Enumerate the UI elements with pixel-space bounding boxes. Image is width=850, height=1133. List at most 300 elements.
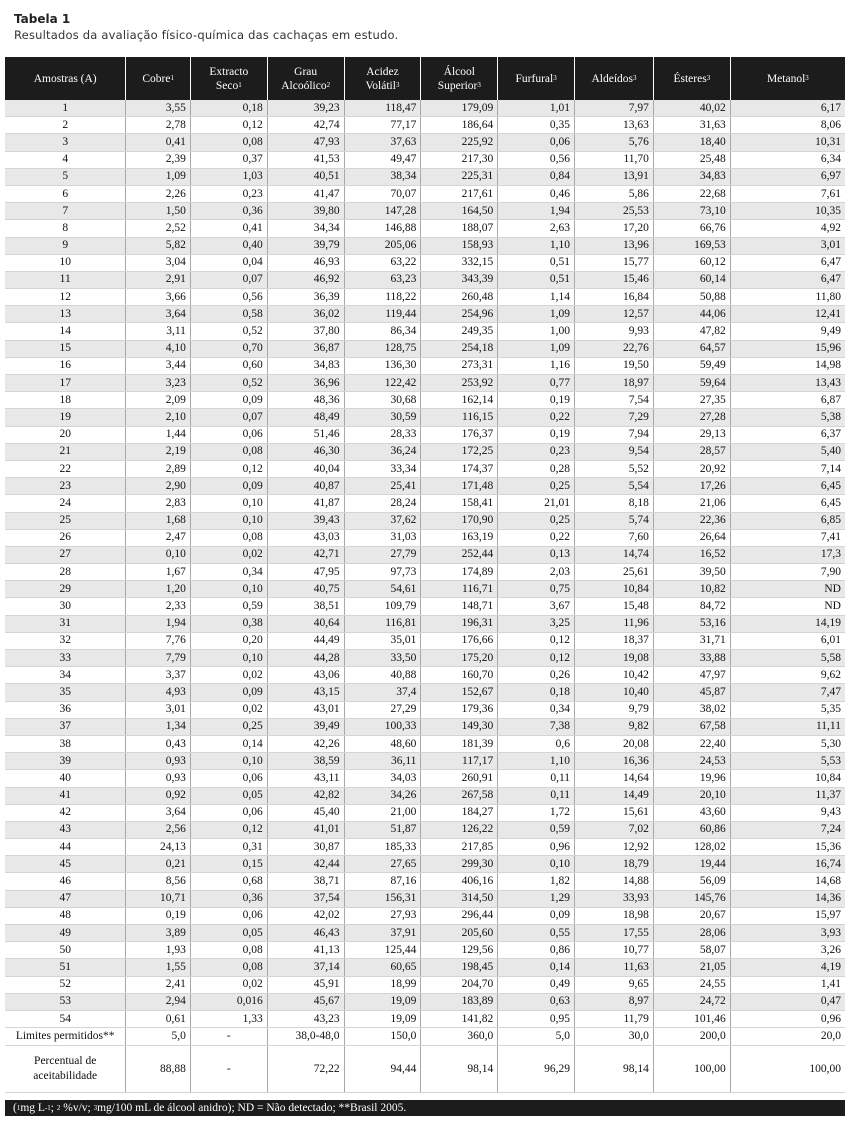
header-label: Metanol — [766, 72, 806, 85]
value-cell: 15,96 — [730, 340, 845, 357]
value-cell: 5,86 — [575, 185, 654, 202]
value-cell: 0,51 — [498, 271, 575, 288]
value-cell: 1,01 — [498, 100, 575, 117]
value-cell: 0,95 — [498, 1010, 575, 1027]
sample-id-cell: 8 — [5, 220, 126, 237]
value-cell: 1,00 — [498, 323, 575, 340]
value-cell: 0,09 — [190, 684, 267, 701]
table-row — [5, 581, 845, 598]
value-cell: 10,77 — [575, 942, 654, 959]
value-cell: 9,82 — [575, 718, 654, 735]
table-row — [5, 375, 845, 392]
value-cell: 86,34 — [344, 323, 421, 340]
value-cell: 3,11 — [126, 323, 191, 340]
value-cell: 35,01 — [344, 632, 421, 649]
value-cell: 50,88 — [653, 289, 730, 306]
value-cell: 11,79 — [575, 1010, 654, 1027]
sample-id-cell: 48 — [5, 907, 126, 924]
value-cell: 314,50 — [421, 890, 498, 907]
value-cell: 37,63 — [344, 134, 421, 151]
value-cell: 0,40 — [190, 237, 267, 254]
value-cell: 67,58 — [653, 718, 730, 735]
value-cell: 43,23 — [267, 1010, 344, 1027]
value-cell: 217,30 — [421, 151, 498, 168]
value-cell: 38,59 — [267, 753, 344, 770]
value-cell: 10,35 — [730, 203, 845, 220]
value-cell: 97,73 — [344, 564, 421, 581]
value-cell: 0,86 — [498, 942, 575, 959]
value-cell: 51,46 — [267, 426, 344, 443]
value-cell: 59,49 — [653, 357, 730, 374]
value-cell: 119,44 — [344, 306, 421, 323]
value-cell: 8,97 — [575, 993, 654, 1010]
value-cell: 0,10 — [126, 546, 191, 563]
value-cell: 48,49 — [267, 409, 344, 426]
header-unit-marker: 3 — [395, 80, 400, 89]
sample-id-cell: 16 — [5, 357, 126, 374]
value-cell: 152,67 — [421, 684, 498, 701]
acceptability-value: 100,00 — [730, 1046, 845, 1093]
value-cell: 12,41 — [730, 306, 845, 323]
value-cell: 0,12 — [498, 632, 575, 649]
value-cell: 16,52 — [653, 546, 730, 563]
value-cell: 0,92 — [126, 787, 191, 804]
value-cell: 25,48 — [653, 151, 730, 168]
value-cell: 22,40 — [653, 735, 730, 752]
sample-id-cell: 9 — [5, 237, 126, 254]
value-cell: 1,16 — [498, 357, 575, 374]
value-cell: 12,57 — [575, 306, 654, 323]
table-row — [5, 632, 845, 649]
value-cell: 3,01 — [126, 701, 191, 718]
value-cell: 73,10 — [653, 203, 730, 220]
value-cell: 27,29 — [344, 701, 421, 718]
value-cell: 0,10 — [190, 581, 267, 598]
value-cell: 0,51 — [498, 254, 575, 271]
value-cell: 225,31 — [421, 168, 498, 185]
value-cell: 44,06 — [653, 306, 730, 323]
value-cell: 6,37 — [730, 426, 845, 443]
value-cell: 3,25 — [498, 615, 575, 632]
table-row — [5, 271, 845, 288]
table-row — [5, 564, 845, 581]
sample-id-cell: 11 — [5, 271, 126, 288]
table-row — [5, 1010, 845, 1027]
header-unit-marker: 3 — [633, 73, 637, 82]
value-cell: 0,55 — [498, 925, 575, 942]
header-row — [5, 57, 845, 100]
value-cell: 273,31 — [421, 357, 498, 374]
value-cell: 117,17 — [421, 753, 498, 770]
value-cell: 0,06 — [190, 804, 267, 821]
value-cell: 0,75 — [498, 581, 575, 598]
value-cell: 2,10 — [126, 409, 191, 426]
limit-value: 5,0 — [498, 1028, 575, 1046]
value-cell: 0,04 — [190, 254, 267, 271]
value-cell: 0,47 — [730, 993, 845, 1010]
sample-id-cell: 19 — [5, 409, 126, 426]
value-cell: 0,02 — [190, 701, 267, 718]
value-cell: 0,06 — [190, 907, 267, 924]
value-cell: 147,28 — [344, 203, 421, 220]
table-row — [5, 168, 845, 185]
value-cell: 0,19 — [498, 392, 575, 409]
value-cell: 0,18 — [190, 100, 267, 117]
value-cell: 13,63 — [575, 117, 654, 134]
value-cell: 4,10 — [126, 340, 191, 357]
value-cell: 3,55 — [126, 100, 191, 117]
table-row — [5, 787, 845, 804]
value-cell: 15,77 — [575, 254, 654, 271]
value-cell: 28,06 — [653, 925, 730, 942]
value-cell: 41,87 — [267, 495, 344, 512]
value-cell: 10,40 — [575, 684, 654, 701]
value-cell: 58,07 — [653, 942, 730, 959]
value-cell: 24,53 — [653, 753, 730, 770]
sample-id-cell: 42 — [5, 804, 126, 821]
acceptability-label — [5, 1046, 126, 1093]
header-label: Ésteres — [673, 72, 707, 85]
value-cell: 18,97 — [575, 375, 654, 392]
value-cell: 158,41 — [421, 495, 498, 512]
value-cell: 2,56 — [126, 821, 191, 838]
table-row — [5, 254, 845, 271]
value-cell: 9,65 — [575, 976, 654, 993]
value-cell: 1,10 — [498, 753, 575, 770]
value-cell: 47,95 — [267, 564, 344, 581]
value-cell: 149,30 — [421, 718, 498, 735]
value-cell: 45,40 — [267, 804, 344, 821]
acceptability-label-line1: Percentual de — [34, 1055, 97, 1068]
value-cell: 254,18 — [421, 340, 498, 357]
sample-id-cell: 20 — [5, 426, 126, 443]
header-label: Cobre — [142, 72, 171, 85]
value-cell: 18,98 — [575, 907, 654, 924]
value-cell: 40,88 — [344, 667, 421, 684]
value-cell: 122,42 — [344, 375, 421, 392]
value-cell: 9,54 — [575, 443, 654, 460]
value-cell: 0,19 — [498, 426, 575, 443]
value-cell: 176,66 — [421, 632, 498, 649]
value-cell: 36,11 — [344, 753, 421, 770]
value-cell: 0,60 — [190, 357, 267, 374]
value-cell: 60,12 — [653, 254, 730, 271]
value-cell: 41,13 — [267, 942, 344, 959]
value-cell: 0,10 — [190, 512, 267, 529]
value-cell: 0,28 — [498, 460, 575, 477]
value-cell: 0,02 — [190, 976, 267, 993]
sample-id-cell: 54 — [5, 1010, 126, 1027]
sample-id-cell: 10 — [5, 254, 126, 271]
sample-id-cell: 6 — [5, 185, 126, 202]
value-cell: 9,93 — [575, 323, 654, 340]
value-cell: 186,64 — [421, 117, 498, 134]
value-cell: 59,64 — [653, 375, 730, 392]
value-cell: 141,82 — [421, 1010, 498, 1027]
value-cell: 84,72 — [653, 598, 730, 615]
table-body — [5, 100, 845, 1093]
value-cell: 0,08 — [190, 529, 267, 546]
value-cell: 0,09 — [498, 907, 575, 924]
footnote-sup-1: 1 — [16, 1104, 21, 1112]
table-footnote — [5, 1100, 845, 1116]
sample-id-cell: 34 — [5, 667, 126, 684]
value-cell: 0,6 — [498, 735, 575, 752]
value-cell: 2,26 — [126, 185, 191, 202]
header-cell — [344, 57, 421, 100]
value-cell: 14,64 — [575, 770, 654, 787]
table-row — [5, 839, 845, 856]
value-cell: 0,08 — [190, 942, 267, 959]
table-row — [5, 942, 845, 959]
value-cell: 5,52 — [575, 460, 654, 477]
sample-id-cell: 41 — [5, 787, 126, 804]
header-unit-marker: 3 — [805, 73, 809, 82]
value-cell: 17,20 — [575, 220, 654, 237]
value-cell: 5,40 — [730, 443, 845, 460]
value-cell: 3,89 — [126, 925, 191, 942]
sample-id-cell: 43 — [5, 821, 126, 838]
value-cell: 42,71 — [267, 546, 344, 563]
limit-value: 30,0 — [575, 1028, 654, 1046]
header-unit-marker: 3 — [553, 73, 557, 82]
value-cell: 9,62 — [730, 667, 845, 684]
value-cell: 30,87 — [267, 839, 344, 856]
value-cell: 3,23 — [126, 375, 191, 392]
header-cell — [498, 57, 575, 100]
value-cell: 6,47 — [730, 271, 845, 288]
table-row — [5, 907, 845, 924]
value-cell: 2,09 — [126, 392, 191, 409]
value-cell: 101,46 — [653, 1010, 730, 1027]
value-cell: 7,61 — [730, 185, 845, 202]
value-cell: 20,92 — [653, 460, 730, 477]
value-cell: 0,13 — [498, 546, 575, 563]
value-cell: 1,94 — [498, 203, 575, 220]
header-unit-marker: 3 — [706, 73, 711, 82]
sample-id-cell: 26 — [5, 529, 126, 546]
value-cell: 42,44 — [267, 856, 344, 873]
value-cell: 47,82 — [653, 323, 730, 340]
value-cell: 170,90 — [421, 512, 498, 529]
value-cell: 21,05 — [653, 959, 730, 976]
value-cell: 171,48 — [421, 478, 498, 495]
table-row — [5, 220, 845, 237]
value-cell: 20,08 — [575, 735, 654, 752]
value-cell: 11,63 — [575, 959, 654, 976]
value-cell: 39,80 — [267, 203, 344, 220]
table-row — [5, 701, 845, 718]
value-cell: 1,09 — [498, 306, 575, 323]
value-cell: 2,41 — [126, 976, 191, 993]
value-cell: 1,67 — [126, 564, 191, 581]
value-cell: 196,31 — [421, 615, 498, 632]
value-cell: 0,06 — [190, 426, 267, 443]
value-cell: 60,65 — [344, 959, 421, 976]
value-cell: 3,01 — [730, 237, 845, 254]
value-cell: 54,61 — [344, 581, 421, 598]
value-cell: 1,94 — [126, 615, 191, 632]
value-cell: 13,96 — [575, 237, 654, 254]
value-cell: 39,79 — [267, 237, 344, 254]
value-cell: 2,83 — [126, 495, 191, 512]
value-cell: 87,16 — [344, 873, 421, 890]
table-row — [5, 478, 845, 495]
value-cell: 27,65 — [344, 856, 421, 873]
value-cell: 0,41 — [190, 220, 267, 237]
table-row — [5, 667, 845, 684]
value-cell: 6,01 — [730, 632, 845, 649]
footnote-part-2: ; — [50, 1102, 57, 1114]
table-row — [5, 993, 845, 1010]
value-cell: 7,29 — [575, 409, 654, 426]
value-cell: 116,71 — [421, 581, 498, 598]
value-cell: 77,17 — [344, 117, 421, 134]
value-cell: 1,34 — [126, 718, 191, 735]
value-cell: 4,92 — [730, 220, 845, 237]
value-cell: 0,20 — [190, 632, 267, 649]
value-cell: 28,57 — [653, 443, 730, 460]
limit-value: 360,0 — [421, 1028, 498, 1046]
value-cell: 3,64 — [126, 306, 191, 323]
value-cell: 0,02 — [190, 667, 267, 684]
value-cell: 158,93 — [421, 237, 498, 254]
value-cell: 125,44 — [344, 942, 421, 959]
value-cell: 0,21 — [126, 856, 191, 873]
value-cell: 7,79 — [126, 650, 191, 667]
value-cell: 10,82 — [653, 581, 730, 598]
value-cell: 1,68 — [126, 512, 191, 529]
value-cell: 0,93 — [126, 770, 191, 787]
value-cell: 1,03 — [190, 168, 267, 185]
table-row — [5, 495, 845, 512]
value-cell: 48,60 — [344, 735, 421, 752]
value-cell: 14,98 — [730, 357, 845, 374]
value-cell: 3,66 — [126, 289, 191, 306]
value-cell: 34,83 — [267, 357, 344, 374]
value-cell: 5,58 — [730, 650, 845, 667]
table-title: Tabela 1 — [14, 12, 71, 26]
value-cell: 0,63 — [498, 993, 575, 1010]
value-cell: 0,38 — [190, 615, 267, 632]
table-row — [5, 529, 845, 546]
value-cell: ND — [730, 598, 845, 615]
value-cell: 179,09 — [421, 100, 498, 117]
value-cell: 33,50 — [344, 650, 421, 667]
value-cell: 0,10 — [498, 856, 575, 873]
value-cell: 31,71 — [653, 632, 730, 649]
table-row — [5, 185, 845, 202]
value-cell: 0,61 — [126, 1010, 191, 1027]
sample-id-cell: 45 — [5, 856, 126, 873]
value-cell: 15,97 — [730, 907, 845, 924]
value-cell: 2,52 — [126, 220, 191, 237]
header-cell — [267, 57, 344, 100]
sample-id-cell: 51 — [5, 959, 126, 976]
value-cell: 39,50 — [653, 564, 730, 581]
value-cell: 145,76 — [653, 890, 730, 907]
value-cell: 5,38 — [730, 409, 845, 426]
acceptability-value: 100,00 — [653, 1046, 730, 1093]
header-label-line1: Extracto — [209, 65, 249, 78]
table-row — [5, 598, 845, 615]
value-cell: 0,22 — [498, 529, 575, 546]
value-cell: 18,79 — [575, 856, 654, 873]
value-cell: 46,93 — [267, 254, 344, 271]
value-cell: 11,80 — [730, 289, 845, 306]
value-cell: 2,90 — [126, 478, 191, 495]
value-cell: 47,93 — [267, 134, 344, 151]
value-cell: 25,53 — [575, 203, 654, 220]
table-row — [5, 684, 845, 701]
value-cell: 3,44 — [126, 357, 191, 374]
header-cell — [126, 57, 191, 100]
limit-value: 200,0 — [653, 1028, 730, 1046]
sample-id-cell: 39 — [5, 753, 126, 770]
value-cell: 13,91 — [575, 168, 654, 185]
acceptability-value: 98,14 — [575, 1046, 654, 1093]
value-cell: 19,09 — [344, 993, 421, 1010]
header-label: Aldeídos — [591, 72, 633, 85]
value-cell: 60,86 — [653, 821, 730, 838]
sample-id-cell: 52 — [5, 976, 126, 993]
value-cell: 0,14 — [498, 959, 575, 976]
table-row — [5, 392, 845, 409]
value-cell: 183,89 — [421, 993, 498, 1010]
table-row — [5, 409, 845, 426]
table-row — [5, 357, 845, 374]
value-cell: 36,24 — [344, 443, 421, 460]
value-cell: 17,26 — [653, 478, 730, 495]
value-cell: 6,85 — [730, 512, 845, 529]
header-unit-marker: 2 — [326, 80, 331, 89]
value-cell: 0,52 — [190, 375, 267, 392]
sample-id-cell: 31 — [5, 615, 126, 632]
value-cell: 14,68 — [730, 873, 845, 890]
value-cell: 36,96 — [267, 375, 344, 392]
value-cell: 7,24 — [730, 821, 845, 838]
acceptability-value: 94,44 — [344, 1046, 421, 1093]
value-cell: 0,56 — [498, 151, 575, 168]
value-cell: 45,91 — [267, 976, 344, 993]
value-cell: 19,50 — [575, 357, 654, 374]
value-cell: 39,23 — [267, 100, 344, 117]
value-cell: 5,82 — [126, 237, 191, 254]
sample-id-cell: 29 — [5, 581, 126, 598]
sample-id-cell: 49 — [5, 925, 126, 942]
value-cell: 64,57 — [653, 340, 730, 357]
value-cell: 44,28 — [267, 650, 344, 667]
acceptability-value: 98,14 — [421, 1046, 498, 1093]
value-cell: 2,03 — [498, 564, 575, 581]
value-cell: 128,02 — [653, 839, 730, 856]
value-cell: 1,41 — [730, 976, 845, 993]
value-cell: 6,45 — [730, 495, 845, 512]
value-cell: 42,74 — [267, 117, 344, 134]
value-cell: 3,93 — [730, 925, 845, 942]
value-cell: 156,31 — [344, 890, 421, 907]
value-cell: 0,10 — [190, 650, 267, 667]
table-row — [5, 821, 845, 838]
value-cell: 37,54 — [267, 890, 344, 907]
value-cell: 118,47 — [344, 100, 421, 117]
value-cell: 37,80 — [267, 323, 344, 340]
value-cell: 0,15 — [190, 856, 267, 873]
table-row — [5, 151, 845, 168]
value-cell: 2,94 — [126, 993, 191, 1010]
value-cell: 0,06 — [498, 134, 575, 151]
value-cell: 7,54 — [575, 392, 654, 409]
